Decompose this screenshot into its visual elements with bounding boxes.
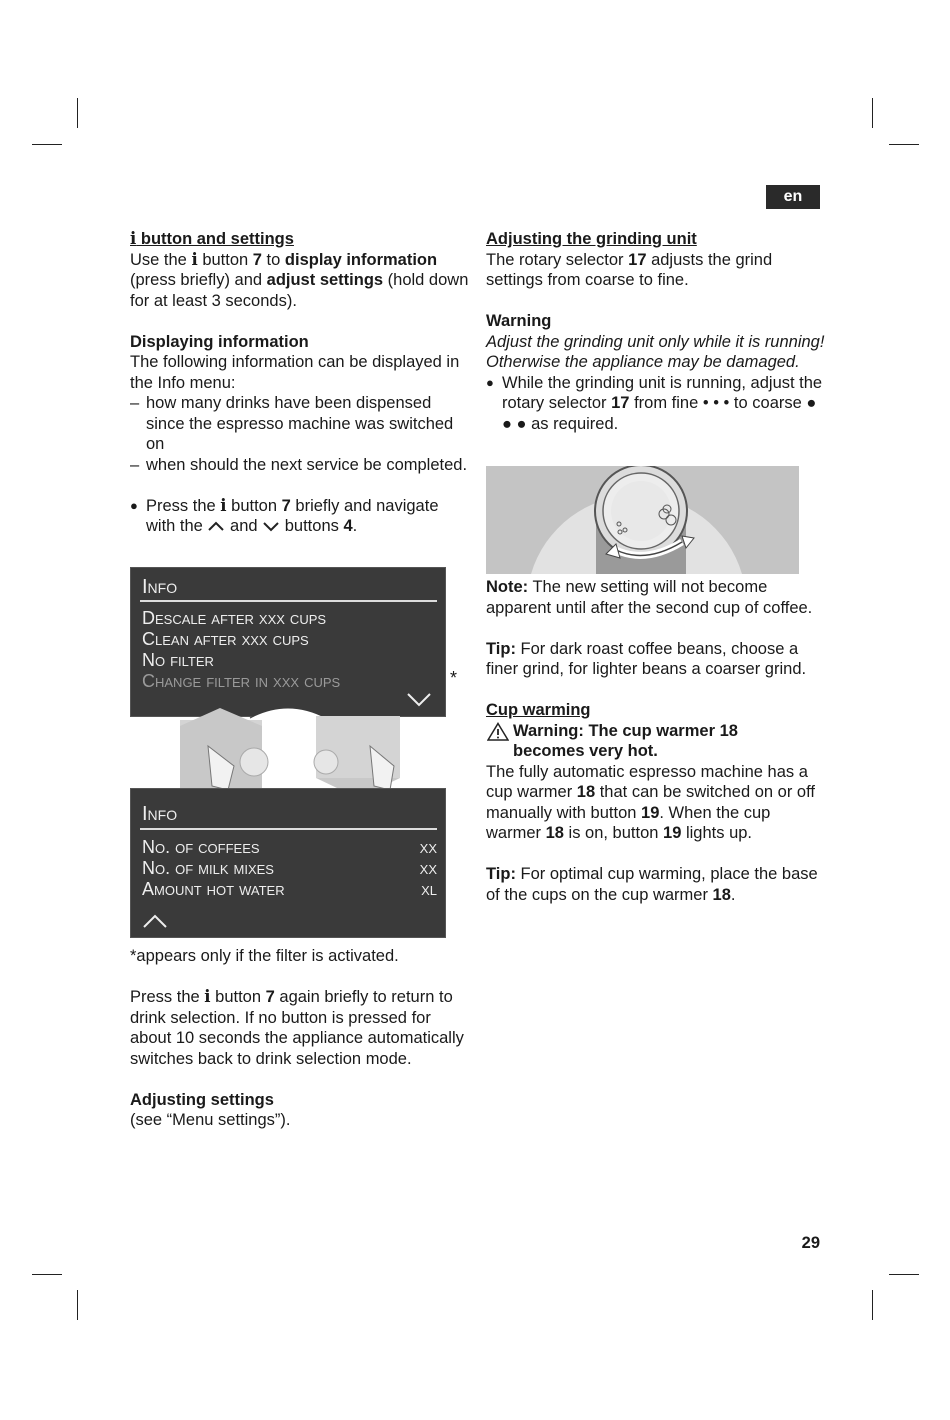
screen-row: Descale after xxx cups — [142, 608, 327, 628]
info-paragraph: The following information can be displayed in the Info menu: — [130, 353, 460, 392]
warning-triangle-icon — [487, 722, 509, 741]
left-column-bottom — [130, 946, 470, 1131]
heading-cup-warming: Cup warming — [486, 701, 591, 719]
screen-title: Info — [142, 576, 178, 598]
cup-warmer-warning: Warning: The cup warmer 18 becomes very hot. — [486, 721, 826, 762]
crop-mark — [872, 1290, 873, 1320]
tip-cup-warming-paragraph: Tip: For optimal cup warming, place the base of the cups on the cup warmer 18. — [486, 865, 818, 904]
footnote: *appears only if the filter is activated. — [130, 947, 399, 965]
crop-mark — [889, 1274, 919, 1275]
bullet-adjust-selector: ● While the grinding unit is running, adjust the rotary selector 17 from fine • • • to coarse ● ● ● as required. — [486, 373, 826, 435]
crop-mark — [32, 144, 62, 145]
crop-mark — [32, 1274, 62, 1275]
i-button-icon: i — [204, 987, 211, 1006]
screen-row: No filter — [142, 650, 214, 670]
info-display-screen-2 — [130, 788, 446, 938]
screen-row: Amount hot water xl — [142, 879, 437, 899]
return-paragraph: Press the i button 7 again briefly to return to drink selection. If no button is pressed for about 10 seconds the appliance automatically switches back to drink selection mode. — [130, 987, 464, 1068]
page-number: 29 — [801, 1234, 820, 1252]
menu-settings-ref: (see “Menu settings”). — [130, 1111, 291, 1129]
bullet-navigate: ● Press the i button 7 briefly and navigate with the and buttons 4. — [130, 496, 470, 537]
rotary-selector-illustration — [486, 466, 799, 574]
dash-item: – how many drinks have been dispensed since the espresso machine was switched on — [130, 393, 470, 455]
i-button-icon: i — [220, 495, 227, 515]
i-button-icon: i — [130, 229, 137, 248]
screen-divider — [140, 600, 437, 602]
tip-grind-paragraph: Tip: For dark roast coffee beans, choose a finer grind, for lighter beans a coarser grind. — [486, 639, 807, 678]
note-paragraph: Note: The new setting will not become apparent until after the second cup of coffee. — [486, 578, 813, 617]
info-display-screen-1 — [130, 567, 446, 717]
crop-mark — [889, 144, 919, 145]
cup-warmer-paragraph: The fully automatic espresso machine has a cup warmer 18 that can be switched on or off manually with button 19. When the cup warmer 18 is on, button 19 lights up. — [486, 762, 815, 842]
asterisk-marker: * — [450, 668, 458, 688]
language-tab: en — [766, 185, 820, 209]
screen-row: Clean after xxx cups — [142, 629, 309, 649]
screen-row: No. of coffees xx — [142, 837, 437, 857]
screen-divider — [140, 828, 437, 830]
i-button-icon: i — [191, 249, 198, 269]
dash-item: – when should the next service be completed. — [130, 455, 470, 476]
screen-row: Change filter in xxx cups — [142, 671, 341, 691]
warning-heading: Warning — [486, 312, 552, 330]
section-heading-i-button: i button and settings — [130, 229, 294, 248]
crop-mark — [77, 1290, 78, 1320]
chevron-up-icon — [142, 913, 168, 929]
navigation-buttons-illustration — [130, 706, 446, 800]
crop-mark — [872, 98, 873, 128]
grinding-paragraph: The rotary selector 17 adjusts the grind settings from coarse to fine. — [486, 250, 773, 289]
left-column — [130, 229, 470, 537]
chevron-up-icon — [207, 519, 225, 533]
screen-row: No. of milk mixes xx — [142, 858, 437, 878]
heading-displaying-information: Displaying information — [130, 332, 309, 351]
right-column — [486, 229, 826, 434]
heading-adjusting-settings: Adjusting settings — [130, 1090, 274, 1109]
heading-grinding-unit: Adjusting the grinding unit — [486, 230, 697, 248]
crop-mark — [77, 98, 78, 128]
intro-paragraph: Use the i button 7 to display information (press briefly) and adjust settings (hold down for at least 3 seconds). — [130, 249, 469, 310]
chevron-down-icon — [262, 519, 280, 533]
warning-text: Adjust the grinding unit only while it is running! Otherwise the appliance may be damaged. — [486, 332, 825, 371]
right-column-bottom — [486, 577, 826, 905]
screen-title: Info — [142, 803, 178, 825]
